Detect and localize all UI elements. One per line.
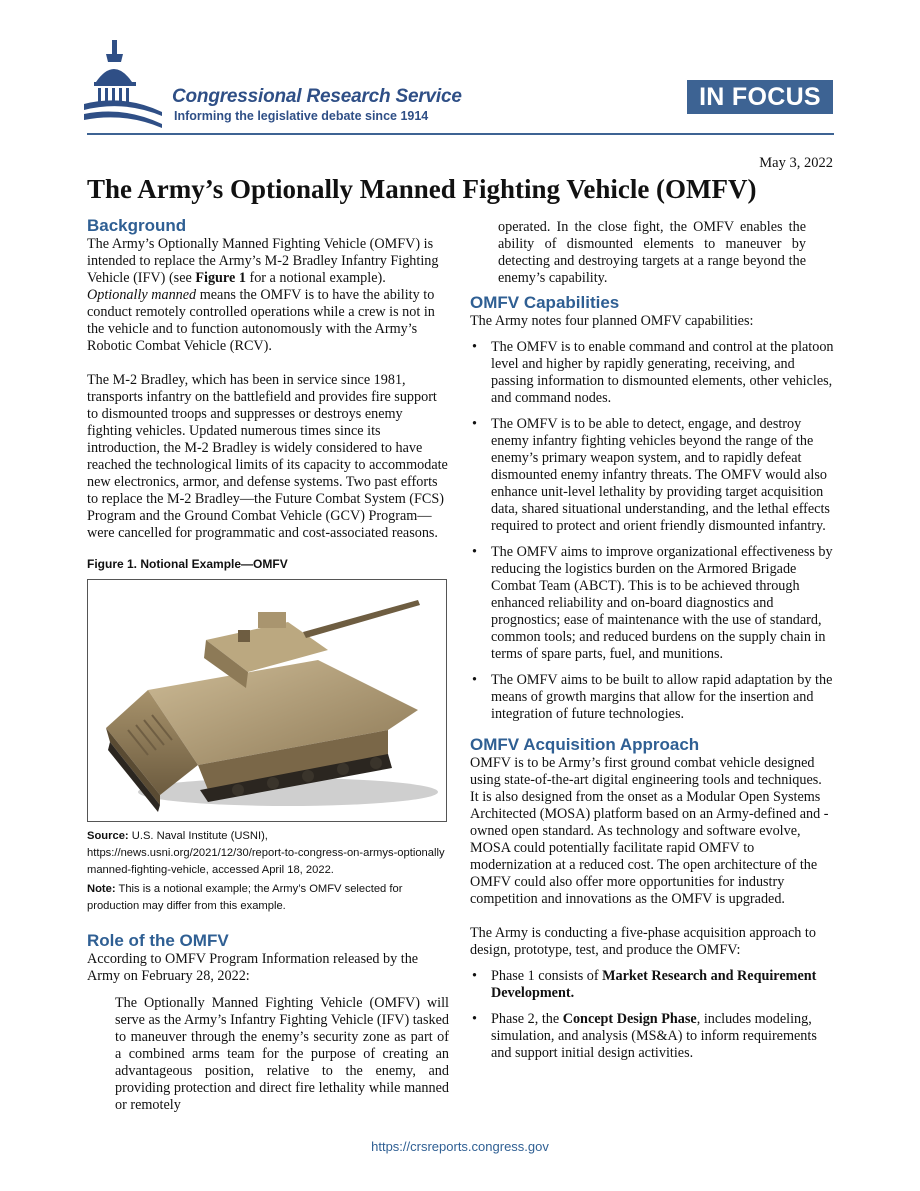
figure-image-frame bbox=[87, 579, 447, 822]
text-run: The Army’s Optionally Manned Fighting Vehicle (OMFV) is intended to replace the Army’s M-2 Bradley Infantry Fighting Vehicle (IFV) (see bbox=[87, 236, 439, 286]
background-paragraph-1 bbox=[87, 236, 449, 355]
phase-name: Market Research and Requirement Development. bbox=[491, 968, 817, 1001]
list-item: • The OMFV is to enable command and control at the platoon level and higher by rapidly generating, receiving, and passing information to dismounted elements, other vehicles, and command nodes. bbox=[470, 339, 834, 407]
acquisition-paragraph-1: OMFV is to be Army’s first ground combat vehicle designed using state-of-the-art digital engineering tools and techniques. It is also designed from the onset as a Modular Open Systems Architected (MOSA) platform based on an Army-defined and -owned open standard. As technology and software evolve, MOSA could potentially facilitate rapid OMFV to modernization at a reduced cost. The open architecture of the OMFV could also offer more opportunities for industry competition and innovations as the OMFV is upgraded. bbox=[470, 755, 829, 907]
note-text: This is a notional example; the Army’s OMFV selected for production may differ from this example. bbox=[87, 883, 403, 912]
series-badge: IN FOCUS bbox=[687, 80, 833, 114]
acquisition-paragraph-2: The Army is conducting a five-phase acquisition approach to design, prototype, test, and produce the OMFV: bbox=[470, 925, 816, 958]
note-label: Note: bbox=[87, 883, 116, 895]
section-heading-capabilities: OMFV Capabilities bbox=[470, 293, 620, 312]
section-heading-acquisition: OMFV Acquisition Approach bbox=[470, 735, 700, 754]
text-run: , includes modeling, simulation, and analysis (MS&A) to inform requirements and support initial design activities. bbox=[491, 1011, 817, 1061]
text-run: means the OMFV is to have the ability to conduct remotely controlled operations while a crew is not in the vehicle and to function autonomously with the Army’s Robotic Combat Vehicle (RCV). bbox=[87, 287, 435, 354]
left-column bbox=[87, 216, 449, 1114]
armored-vehicle-image bbox=[88, 580, 446, 821]
header-rule bbox=[87, 133, 834, 135]
role-quote-part-1: The Optionally Manned Fighting Vehicle (OMFV) will serve as the Army’s Infantry Fighting Vehicle (IFV) tasked to maneuver through the enemy’s security zone as part of a combined arms team for the purpose of creating an advantageous position, relative to the enemy, and providing protection and direct fire lethality while manned or remotely bbox=[115, 995, 449, 1113]
footer-url-link[interactable]: https://crsreports.congress.gov bbox=[371, 1139, 549, 1154]
figure-source bbox=[87, 828, 449, 879]
section-heading-role: Role of the OMFV bbox=[87, 931, 229, 950]
list-item: • The OMFV aims to be built to allow rapid adaptation by the means of growth margins that allow for the insertion and integration of future technologies. bbox=[470, 672, 834, 723]
list-item: • The OMFV aims to improve organizational effectiveness by reducing the logistics burden on the Armored Brigade Combat Team (ABCT). This is to be achieved through enhanced reliability and on-board diagnostics and prognostics; ease of maintenance with the use of standard, common tools; and reduced burdens on the supply chain in terms of spare parts, fuel, and munitions. bbox=[470, 544, 834, 663]
figure-note bbox=[87, 881, 449, 915]
list-item bbox=[470, 968, 834, 1002]
phase-name: Concept Design Phase bbox=[562, 1011, 697, 1027]
section-heading-background: Background bbox=[87, 216, 187, 235]
capabilities-list bbox=[470, 339, 834, 723]
capabilities-intro: The Army notes four planned OMFV capabilities: bbox=[470, 313, 754, 329]
org-tagline: Informing the legislative debate since 1914 bbox=[174, 109, 429, 123]
org-name: Congressional Research Service bbox=[172, 86, 462, 107]
text-run: Phase 1 consists of bbox=[491, 968, 603, 984]
list-item: • The OMFV is to be able to detect, engage, and destroy enemy infantry fighting vehicles beyond the range of the enemy’s primary weapon system, and to rapidly defeat dismounted enemy infantry threats. The OMFV would also enhance unit-level lethality by providing target acquisition data, shared situational understanding, and the lethal effects required to protect and orient friendly dismounted infantry. bbox=[470, 416, 834, 535]
page-title: The Army’s Optionally Manned Fighting Vehicle (OMFV) bbox=[87, 174, 757, 204]
role-intro: According to OMFV Program Information released by the Army on February 28, 2022: bbox=[87, 951, 419, 984]
publication-date: May 3, 2022 bbox=[759, 155, 833, 171]
source-text: U.S. Naval Institute (USNI), https://news.usni.org/2021/12/30/report-to-congress-on-armys-optionally manned-fighting-vehicle, accessed April 18, 2022. bbox=[87, 830, 445, 876]
figure-title: Figure 1. Notional Example—OMFV bbox=[87, 557, 288, 571]
right-column bbox=[470, 219, 834, 1062]
role-quote-part-2: operated. In the close fight, the OMFV enables the ability of dismounted elements to maneuver by detecting and destroying targets at a range beyond the enemy’s capability. bbox=[498, 219, 806, 286]
text-run: for a notional example). bbox=[245, 270, 386, 286]
emphasis: Optionally manned bbox=[87, 287, 197, 303]
figure-reference: Figure 1 bbox=[195, 270, 246, 286]
background-paragraph-2: The M-2 Bradley, which has been in service since 1981, transports infantry on the battlefield and provides fire support to dismounted troops and suppresses or destroys enemy fighting vehicles. Updated numerous times since its introduction, the M-2 Bradley is widely considered to have reached the technological limits of its capacity to accommodate new electronics, armor, and defense systems. Two past efforts to replace the M-2 Bradley—the Future Combat System (FCS) Program and the Ground Combat Vehicle (GCV) Program—were cancelled for programmatic and cost-associated reasons. bbox=[87, 372, 448, 541]
phases-list bbox=[470, 968, 834, 1062]
source-label: Source: bbox=[87, 830, 129, 842]
list-item bbox=[470, 1011, 834, 1062]
text-run: Phase 2, the bbox=[491, 1011, 563, 1027]
